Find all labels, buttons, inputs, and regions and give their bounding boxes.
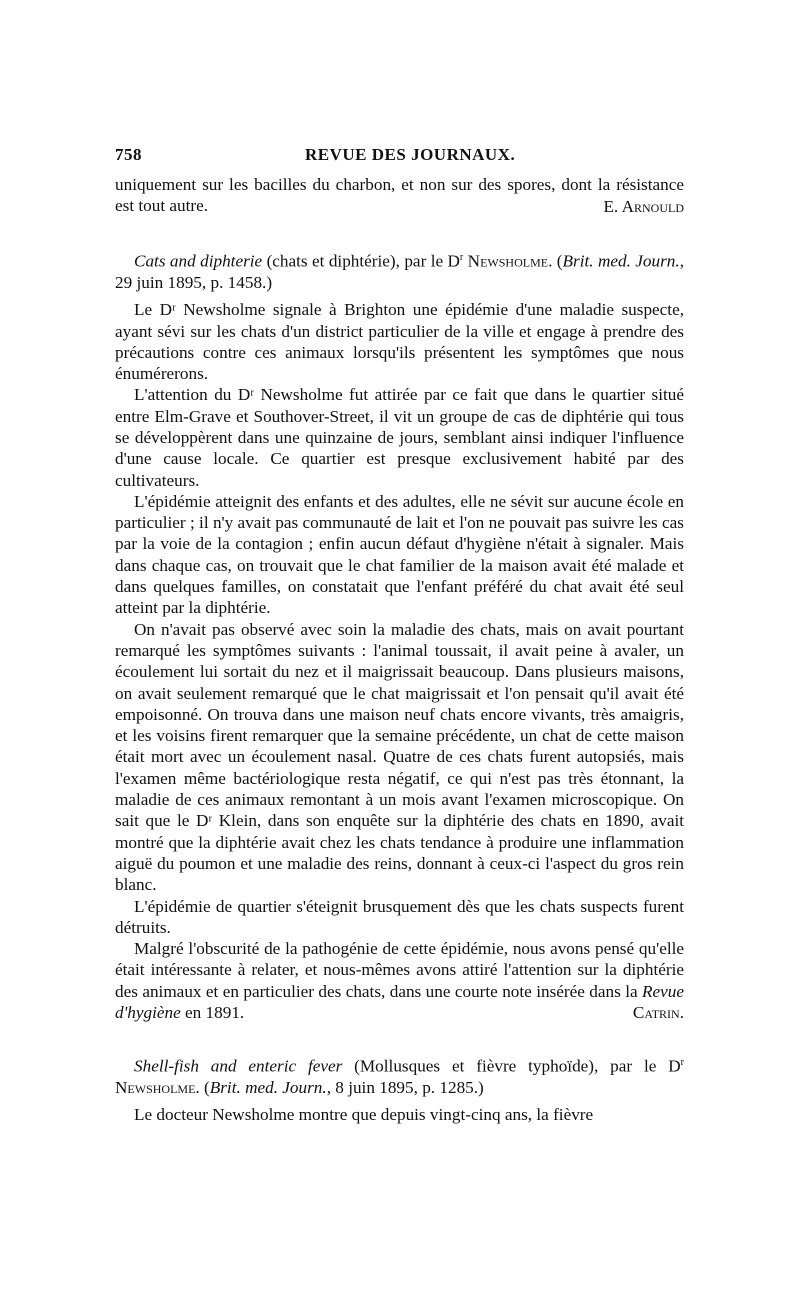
article1-paragraph-1: Le Dʳ Newsholme signale à Brighton une épidémie d'une maladie suspecte, ayant sévi sur les chats d'un district particulier de la ville et engage à prendre des précautions contre ces animaux lorsqu'ils présentent les symptômes que nous énumérerons. [115,300,684,384]
article1-paragraph-4: On n'avait pas observé avec soin la maladie des chats, mais on avait pourtant remarqué les symptômes suivants : l'animal toussait, il avait peine à avaler, un écoulement lui sortait du nez et il maigrissait beaucoup. Dans plusieurs maisons, on avait seulement remarqué que le chat maigrissait et l'on pensait qu'il avait été empoisonné. On trouva dans une maison neuf chats encore vivants, très amaigris, et les voisins firent remarquer que la semaine précédente, un chat de cette maison était mort avec un écoulement nasal. Quatre de ces chats furent autopsiés, mais l'examen même bactériologique resta négatif, ce qui n'est pas très étonnant, la maladie de ces animaux remontant à un mois avant l'examen microscopique. On sait que le Dʳ Klein, dans son enquête sur la diphtérie des chats en 1890, avait montré que la diphtérie avait chez les chats tendance à produire une inflammation aiguë du poumon et une maladie des reins, donnant à ceux-ci l'aspect du gros rein blanc. [115,619,684,895]
article1-signature: Catrin. [632,1003,684,1023]
article2-title: Shell-fish and enteric fever [134,1056,343,1076]
article1-last-rest: en 1891. [180,1003,245,1023]
article2-dr-sup: r [680,1056,684,1068]
article1-paragraph-2: L'attention du Dʳ Newsholme fut attirée par ce fait que dans le quartier situé entre Elm-Grave et Southover-Street, il vit un groupe de cas de diphtérie qui tous se développèrent dans une quinzaine de jours, semblant ainsi indiquer l'influence d'une cause locale. Ce quartier est presque exclusivement habité par des cultivateurs. [115,385,684,490]
article1-paragraph-5: L'épidémie de quartier s'éteignit brusquement dès que les chats suspects furent détruits. [115,896,684,937]
article1-last-journal: Revue d'hygiène [115,981,684,1023]
article2-title-rest: (Mollusques et fièvre typhoïde), par le D [342,1056,681,1076]
article1-title: Cats and diphterie [134,251,263,271]
article2-heading [115,1052,684,1098]
page-header [115,145,685,169]
article1-last-text: Malgré l'obscurité de la pathogénie de cette épidémie, nous avons pensé qu'elle était intéressante à relater, et nous-mêmes avons attiré l'attention sur la diphtérie des animaux et en particulier des chats, dans une courte note insérée dans la [115,939,684,1001]
article2-first-line: Le docteur Newsholme montre que depuis vingt-cinq ans, la fièvre [134,1104,594,1124]
page-body [115,174,684,1125]
running-head: REVUE DES JOURNAUX. [305,145,516,164]
article1-title-rest: (chats et diphtérie), par le D [262,251,460,271]
article2-author: Newsholme [115,1077,196,1097]
article1-dr-sup: r [459,251,464,263]
article1-author: Newsholme [463,251,549,271]
article1-citation-open: . ( [548,251,563,271]
article1-paragraph-3: L'épidémie atteignit des enfants et des adultes, elle ne sévit sur aucune école en particulier ; il n'y avait pas communauté de lait et l'on ne pouvait pas suivre les cas par la voie de la contagion ; enfin aucun défaut d'hygiène n'était à signaler. Mais dans chaque cas, on trouvait que le chat familier de la maison avait été malade et dans quelques familles, on constatait que l'enfant préféré du chat avait été seul atteint par la diphtérie. [115,491,684,618]
article1-citation-rest: , 29 juin 1895, p. 1458.) [115,251,684,292]
article1-journal: Brit. med. Journ. [562,251,680,271]
continuation-signature: E. Arnould [603,196,684,216]
article2-citation-open: . ( [195,1077,210,1097]
page-number: 758 [115,145,142,164]
continuation-paragraph: uniquement sur les bacilles du charbon, et non sur des spores, dont la résistance est tout autre. [115,175,684,216]
article2-citation-rest: , 8 juin 1895, p. 1285.) [326,1077,484,1097]
article1-heading [115,247,684,293]
article2-journal: Brit. med. Journ. [209,1077,327,1097]
